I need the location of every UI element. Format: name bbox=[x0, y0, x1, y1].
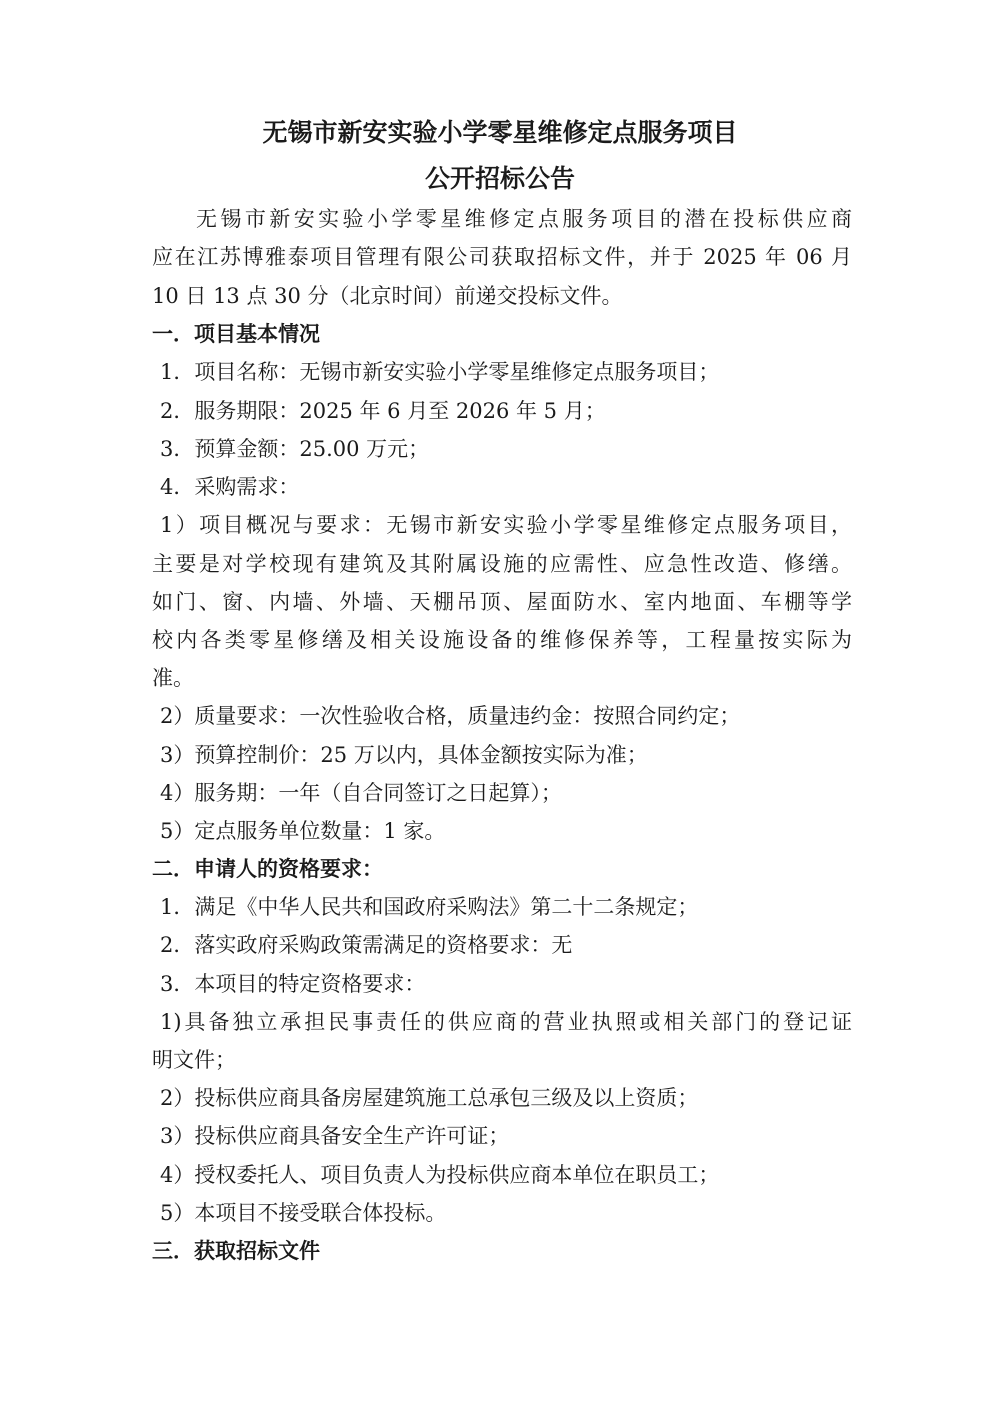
document-title-line1: 无锡市新安实验小学零星维修定点服务项目 bbox=[262, 118, 738, 147]
intro-line-2: 应在江苏博雅泰项目管理有限公司获取招标文件，并于 2025 年 06 月 bbox=[152, 245, 852, 269]
requirement-line-5: 准。 bbox=[152, 666, 194, 690]
section1-item-1: 1．项目名称：无锡市新安实验小学零星维修定点服务项目； bbox=[160, 360, 720, 384]
section1-item-2: 2．服务期限：2025 年 6 月至 2026 年 5 月； bbox=[160, 399, 606, 423]
requirement-line-4: 校内各类零星修缮及相关设施设备的维修保养等，工程量按实际为 bbox=[152, 628, 852, 652]
section2-heading: 二．申请人的资格要求： bbox=[152, 857, 383, 881]
section3-heading: 三．获取招标文件 bbox=[152, 1239, 320, 1263]
requirement-unit-count: 5）定点服务单位数量：1 家。 bbox=[160, 819, 446, 843]
document-title-line2: 公开招标公告 bbox=[424, 164, 575, 193]
requirement-budget: 3）预算控制价：25 万以内，具体金额按实际为准； bbox=[160, 743, 648, 767]
specific-line-2: 明文件； bbox=[152, 1048, 236, 1072]
section2-item-1: 1．满足《中华人民共和国政府采购法》第二十二条规定； bbox=[160, 895, 699, 919]
intro-line-3: 10 日 13 点 30 分（北京时间）前递交投标文件。 bbox=[152, 284, 623, 308]
specific-safety-license: 3）投标供应商具备安全生产许可证； bbox=[160, 1124, 510, 1148]
requirement-line-2: 主要是对学校现有建筑及其附属设施的应需性、应急性改造、修缮。 bbox=[152, 552, 852, 576]
specific-line-1: 1)具备独立承担民事责任的供应商的营业执照或相关部门的登记证 bbox=[160, 1010, 852, 1034]
specific-authorized-person: 4）授权委托人、项目负责人为投标供应商本单位在职员工； bbox=[160, 1163, 720, 1187]
section1-heading: 一．项目基本情况 bbox=[152, 322, 320, 346]
section2-item-3: 3．本项目的特定资格要求： bbox=[160, 972, 426, 996]
section1-item-4: 4．采购需求： bbox=[160, 475, 300, 499]
requirement-line-3: 如门、窗、内墙、外墙、天棚吊顶、屋面防水、室内地面、车棚等学 bbox=[152, 590, 852, 614]
specific-no-consortium: 5）本项目不接受联合体投标。 bbox=[160, 1201, 447, 1225]
section1-item-3: 3．预算金额：25.00 万元； bbox=[160, 437, 430, 461]
requirement-line-1: 1）项目概况与要求：无锡市新安实验小学零星维修定点服务项目， bbox=[160, 513, 852, 537]
section2-item-2: 2．落实政府采购政策需满足的资格要求：无 bbox=[160, 933, 573, 957]
requirement-service-period: 4）服务期：一年（自合同签订之日起算）； bbox=[160, 781, 562, 805]
requirement-quality: 2）质量要求：一次性验收合格，质量违约金：按照合同约定； bbox=[160, 704, 741, 728]
intro-line-1: 无锡市新安实验小学零星维修定点服务项目的潜在投标供应商 bbox=[196, 207, 852, 231]
specific-qualification: 2）投标供应商具备房屋建筑施工总承包三级及以上资质； bbox=[160, 1086, 699, 1110]
